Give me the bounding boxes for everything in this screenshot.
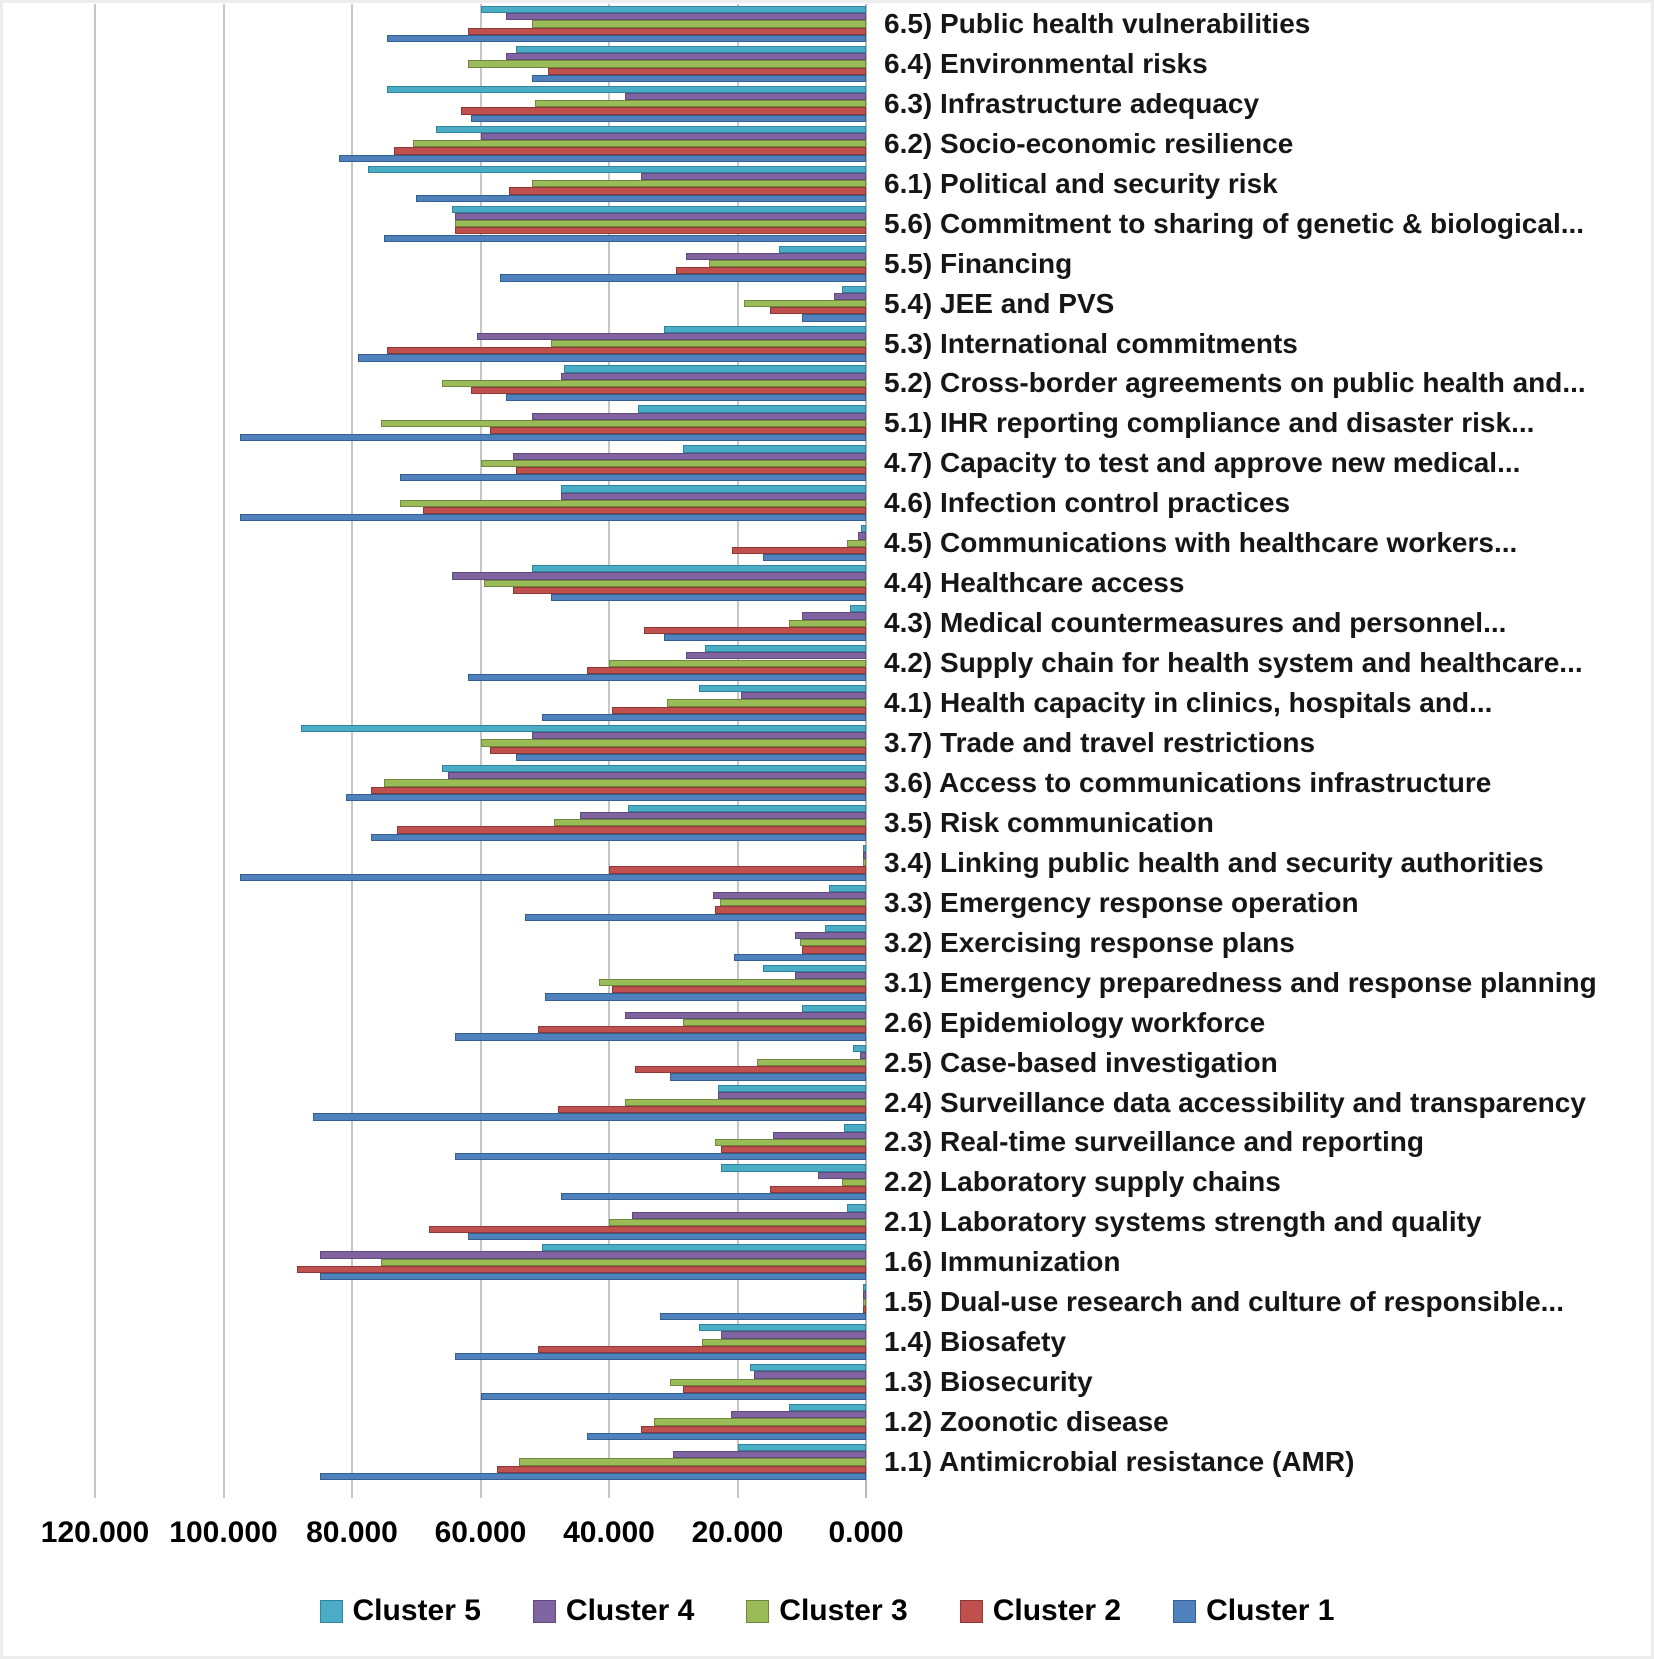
- bar-cluster-1-cat3: [339, 155, 866, 162]
- bar-cluster-4-cat3: [481, 133, 867, 140]
- bar-cluster-4-cat28: [773, 1132, 866, 1139]
- bar-cluster-5-cat23: [825, 925, 866, 932]
- bar-cluster-3-cat11: [481, 460, 867, 467]
- category-label: 6.1) Political and security risk: [884, 167, 1278, 199]
- bar-cluster-2-cat21: [609, 866, 866, 873]
- legend-label: Cluster 2: [992, 1594, 1122, 1627]
- bar-cluster-3-cat35: [654, 1418, 866, 1425]
- bar-cluster-1-cat11: [400, 474, 866, 481]
- category-label: 6.3) Infrastructure adequacy: [884, 87, 1260, 119]
- bar-cluster-4-cat35: [731, 1411, 866, 1418]
- bar-cluster-4-cat6: [686, 253, 866, 260]
- bar-cluster-1-cat10: [240, 434, 866, 441]
- bar-cluster-1-cat34: [481, 1393, 867, 1400]
- bar-cluster-1-cat5: [384, 235, 866, 242]
- bar-cluster-2-cat4: [509, 187, 866, 194]
- category-label: 5.6) Commitment to sharing of genetic & biological...: [884, 207, 1585, 239]
- bar-cluster-4-cat34: [754, 1371, 866, 1378]
- category-label: 2.4) Surveillance data accessibility and transparency: [884, 1086, 1586, 1118]
- category-label: 4.6) Infection control practices: [884, 487, 1291, 519]
- bar-cluster-5-cat6: [779, 246, 866, 253]
- legend-item-cluster-2: [960, 1594, 1121, 1628]
- bar-cluster-1-cat22: [525, 914, 866, 921]
- bar-cluster-3-cat32: [863, 1299, 866, 1306]
- bar-cluster-2-cat29: [770, 1186, 866, 1193]
- bar-cluster-5-cat15: [850, 605, 866, 612]
- bar-cluster-5-cat10: [638, 405, 866, 412]
- category-label: 6.4) Environmental risks: [884, 47, 1208, 79]
- bar-cluster-3-cat8: [551, 340, 866, 347]
- bar-cluster-4-cat32: [863, 1291, 866, 1298]
- bar-cluster-3-cat22: [720, 899, 866, 906]
- category-label: 3.2) Exercising response plans: [884, 926, 1295, 958]
- x-tick-label: 20.000: [691, 1516, 784, 1549]
- bar-cluster-5-cat25: [802, 1005, 866, 1012]
- category-label: 1.5) Dual-use research and culture of responsible...: [884, 1286, 1564, 1318]
- category-label: 3.6) Access to communications infrastructure: [884, 766, 1492, 798]
- bar-cluster-4-cat16: [686, 652, 866, 659]
- bar-cluster-4-cat0: [506, 13, 866, 20]
- legend-swatch-icon: [746, 1600, 769, 1623]
- bar-cluster-5-cat9: [564, 365, 866, 372]
- bar-cluster-4-cat18: [532, 732, 866, 739]
- x-tick-label: 0.000: [828, 1516, 904, 1549]
- bar-cluster-5-cat17: [699, 685, 866, 692]
- bar-cluster-3-cat23: [800, 939, 866, 946]
- bar-cluster-4-cat1: [506, 53, 866, 60]
- legend-swatch-icon: [960, 1600, 983, 1623]
- bar-cluster-3-cat26: [757, 1059, 866, 1066]
- bar-cluster-2-cat3: [394, 147, 866, 154]
- bar-cluster-3-cat25: [683, 1019, 866, 1026]
- bar-cluster-1-cat30: [468, 1233, 866, 1240]
- bar-cluster-1-cat8: [358, 354, 866, 361]
- bar-cluster-2-cat23: [802, 946, 866, 953]
- bar-cluster-4-cat24: [795, 972, 866, 979]
- legend-item-cluster-5: [320, 1594, 481, 1628]
- bar-cluster-1-cat36: [320, 1473, 866, 1480]
- bar-cluster-4-cat17: [741, 692, 866, 699]
- category-label: 5.3) International commitments: [884, 327, 1298, 359]
- bar-cluster-1-cat29: [561, 1193, 866, 1200]
- bar-cluster-1-cat27: [313, 1113, 866, 1120]
- bar-cluster-3-cat0: [532, 20, 866, 27]
- bar-cluster-4-cat11: [513, 453, 866, 460]
- category-label: 3.4) Linking public health and security authorities: [884, 846, 1544, 878]
- bar-cluster-1-cat13: [763, 554, 866, 561]
- bar-cluster-3-cat9: [442, 380, 866, 387]
- bar-cluster-5-cat3: [436, 126, 866, 133]
- bar-cluster-2-cat33: [538, 1346, 866, 1353]
- category-label: 3.5) Risk communication: [884, 806, 1214, 838]
- bar-cluster-3-cat16: [609, 660, 866, 667]
- bar-cluster-1-cat17: [542, 714, 866, 721]
- bar-cluster-2-cat31: [297, 1266, 866, 1273]
- bar-cluster-5-cat13: [861, 525, 866, 532]
- bar-cluster-2-cat0: [468, 28, 866, 35]
- bar-cluster-5-cat4: [368, 166, 866, 173]
- legend-item-cluster-1: [1173, 1594, 1334, 1628]
- bar-cluster-2-cat19: [371, 787, 866, 794]
- bar-cluster-5-cat12: [561, 485, 866, 492]
- bar-cluster-4-cat31: [320, 1251, 866, 1258]
- legend-item-cluster-3: [746, 1594, 907, 1628]
- bar-cluster-3-cat28: [715, 1139, 866, 1146]
- category-label: 2.1) Laboratory systems strength and quality: [884, 1206, 1482, 1238]
- bar-cluster-3-cat24: [599, 979, 866, 986]
- bar-cluster-5-cat28: [844, 1124, 866, 1131]
- bar-cluster-5-cat18: [301, 725, 866, 732]
- bar-cluster-1-cat0: [387, 35, 866, 42]
- category-label: 5.2) Cross-border agreements on public health and...: [884, 367, 1586, 399]
- category-label: 3.7) Trade and travel restrictions: [884, 727, 1316, 758]
- category-label: 6.2) Socio-economic resilience: [884, 127, 1294, 159]
- bar-cluster-2-cat27: [558, 1106, 866, 1113]
- bar-cluster-3-cat31: [381, 1259, 866, 1266]
- category-label: 1.2) Zoonotic disease: [884, 1406, 1169, 1438]
- category-label: 5.5) Financing: [884, 247, 1073, 279]
- bar-cluster-2-cat32: [863, 1306, 866, 1313]
- plot-area: [95, 4, 866, 1482]
- bar-cluster-4-cat9: [561, 373, 866, 380]
- bar-cluster-5-cat20: [628, 805, 866, 812]
- bar-cluster-3-cat30: [609, 1219, 866, 1226]
- bar-cluster-3-cat5: [455, 220, 866, 227]
- bar-cluster-4-cat33: [721, 1331, 866, 1338]
- bar-cluster-1-cat26: [670, 1073, 866, 1080]
- bar-cluster-5-cat34: [750, 1364, 866, 1371]
- category-label: 4.3) Medical countermeasures and personnel...: [884, 607, 1507, 639]
- bar-cluster-5-cat19: [442, 765, 866, 772]
- bar-cluster-2-cat28: [721, 1146, 866, 1153]
- bar-cluster-1-cat33: [455, 1353, 866, 1360]
- bar-cluster-5-cat8: [664, 326, 866, 333]
- bar-cluster-3-cat1: [468, 60, 866, 67]
- bar-cluster-4-cat5: [455, 213, 866, 220]
- bar-cluster-3-cat34: [670, 1379, 866, 1386]
- category-label: 1.3) Biosecurity: [884, 1366, 1093, 1398]
- bar-cluster-1-cat32: [660, 1313, 866, 1320]
- category-label: 4.4) Healthcare access: [884, 567, 1185, 599]
- legend-swatch-icon: [533, 1600, 556, 1623]
- category-label: 4.7) Capacity to test and approve new medical...: [884, 447, 1521, 479]
- bar-cluster-5-cat29: [721, 1164, 866, 1171]
- x-tick-label: 40.000: [563, 1516, 655, 1549]
- category-label: 4.5) Communications with healthcare workers...: [884, 527, 1518, 559]
- bar-cluster-5-cat30: [847, 1204, 866, 1211]
- legend-item-cluster-4: [533, 1594, 694, 1628]
- bar-cluster-3-cat3: [413, 140, 866, 147]
- category-label: 1.4) Biosafety: [884, 1326, 1067, 1358]
- category-label: 1.1) Antimicrobial resistance (AMR): [884, 1446, 1355, 1478]
- bar-cluster-2-cat13: [732, 547, 866, 554]
- bar-cluster-4-cat27: [718, 1092, 866, 1099]
- bar-cluster-3-cat14: [484, 580, 866, 587]
- bar-cluster-2-cat26: [635, 1066, 866, 1073]
- bar-cluster-2-cat10: [490, 427, 866, 434]
- bar-cluster-1-cat12: [240, 514, 866, 521]
- bar-cluster-4-cat2: [625, 93, 866, 100]
- bar-cluster-4-cat13: [858, 532, 866, 539]
- bar-cluster-4-cat14: [452, 572, 866, 579]
- bar-cluster-5-cat36: [738, 1444, 867, 1451]
- bar-cluster-1-cat23: [734, 954, 866, 961]
- bar-cluster-4-cat10: [532, 413, 866, 420]
- bar-cluster-4-cat8: [477, 333, 866, 340]
- bar-cluster-5-cat11: [683, 445, 866, 452]
- category-label: 2.2) Laboratory supply chains: [884, 1166, 1281, 1198]
- bar-cluster-2-cat20: [397, 826, 866, 833]
- bar-cluster-5-cat5: [452, 206, 866, 213]
- bar-cluster-4-cat30: [632, 1212, 867, 1219]
- bar-cluster-3-cat7: [744, 300, 866, 307]
- bar-cluster-2-cat24: [612, 986, 866, 993]
- category-label: 3.1) Emergency preparedness and response planning: [884, 966, 1597, 998]
- bar-cluster-2-cat1: [548, 68, 866, 75]
- x-tick-label: 80.000: [306, 1516, 398, 1549]
- bar-cluster-2-cat30: [429, 1226, 866, 1233]
- bar-cluster-2-cat7: [770, 307, 866, 314]
- category-label: 2.5) Case-based investigation: [884, 1046, 1278, 1078]
- bar-cluster-5-cat14: [532, 565, 866, 572]
- bar-cluster-1-cat2: [471, 115, 866, 122]
- bar-cluster-4-cat19: [448, 772, 866, 779]
- category-label: 3.3) Emergency response operation: [884, 886, 1359, 918]
- bar-cluster-5-cat0: [481, 6, 867, 13]
- bar-cluster-3-cat18: [481, 739, 867, 746]
- bar-cluster-3-cat19: [384, 779, 866, 786]
- bar-cluster-1-cat6: [500, 274, 866, 281]
- bar-cluster-3-cat13: [847, 540, 866, 547]
- x-tick-label: 60.000: [434, 1516, 527, 1549]
- bar-cluster-2-cat6: [676, 267, 866, 274]
- legend: [0, 1594, 1654, 1628]
- bar-cluster-4-cat15: [802, 612, 866, 619]
- legend-label: Cluster 4: [565, 1594, 695, 1627]
- bar-cluster-2-cat17: [612, 707, 866, 714]
- legend-label: Cluster 5: [352, 1594, 481, 1627]
- bar-cluster-4-cat25: [625, 1012, 866, 1019]
- category-label: 1.6) Immunization: [884, 1246, 1121, 1278]
- bar-cluster-2-cat35: [641, 1426, 866, 1433]
- category-label: 2.3) Real-time surveillance and reporting: [884, 1126, 1424, 1158]
- legend-swatch-icon: [1173, 1600, 1196, 1623]
- bar-cluster-3-cat27: [625, 1099, 866, 1106]
- bar-cluster-3-cat17: [667, 699, 866, 706]
- bar-cluster-5-cat2: [387, 86, 866, 93]
- bar-cluster-5-cat31: [542, 1244, 866, 1251]
- bar-cluster-1-cat1: [532, 75, 866, 82]
- legend-swatch-icon: [320, 1600, 343, 1623]
- bar-cluster-3-cat21: [863, 859, 866, 866]
- bar-cluster-1-cat25: [455, 1033, 866, 1040]
- bar-cluster-4-cat36: [673, 1451, 866, 1458]
- gridline-100.000: [223, 4, 225, 1498]
- bar-cluster-4-cat4: [641, 173, 866, 180]
- bar-cluster-1-cat9: [506, 394, 866, 401]
- bar-cluster-5-cat24: [763, 965, 866, 972]
- bar-cluster-5-cat33: [699, 1324, 866, 1331]
- bar-cluster-2-cat25: [538, 1026, 866, 1033]
- bar-cluster-2-cat22: [715, 906, 866, 913]
- category-label: 5.4) JEE and PVS: [884, 287, 1115, 319]
- bar-cluster-4-cat23: [795, 932, 866, 939]
- bar-cluster-2-cat16: [587, 667, 866, 674]
- bar-cluster-4-cat26: [860, 1052, 866, 1059]
- bar-cluster-1-cat20: [371, 834, 866, 841]
- bar-cluster-3-cat10: [381, 420, 866, 427]
- bar-cluster-2-cat36: [497, 1466, 866, 1473]
- category-label: 5.1) IHR reporting compliance and disaster risk...: [884, 407, 1535, 439]
- bar-cluster-3-cat33: [702, 1339, 866, 1346]
- bar-cluster-1-cat16: [468, 674, 866, 681]
- bar-cluster-3-cat36: [519, 1458, 866, 1465]
- bar-cluster-4-cat12: [561, 493, 866, 500]
- category-label: 6.5) Public health vulnerabilities: [884, 7, 1311, 39]
- bar-cluster-2-cat12: [423, 507, 866, 514]
- bar-cluster-1-cat31: [320, 1273, 866, 1280]
- x-tick-label: 100.000: [169, 1516, 278, 1549]
- bar-cluster-1-cat14: [551, 594, 866, 601]
- bar-cluster-4-cat7: [834, 293, 866, 300]
- bar-cluster-1-cat28: [455, 1153, 866, 1160]
- bar-cluster-1-cat7: [802, 314, 866, 321]
- bar-cluster-2-cat8: [387, 347, 866, 354]
- bar-cluster-2-cat5: [455, 227, 866, 234]
- bar-cluster-5-cat22: [829, 885, 866, 892]
- bar-cluster-5-cat26: [853, 1045, 866, 1052]
- bar-cluster-2-cat15: [644, 627, 866, 634]
- bar-cluster-2-cat2: [461, 107, 866, 114]
- bar-cluster-5-cat27: [718, 1085, 866, 1092]
- bar-cluster-3-cat2: [535, 100, 866, 107]
- bar-cluster-2-cat34: [683, 1386, 866, 1393]
- bar-cluster-5-cat32: [863, 1284, 866, 1291]
- bar-cluster-5-cat16: [705, 645, 866, 652]
- bar-cluster-1-cat19: [346, 794, 866, 801]
- bar-cluster-3-cat12: [400, 500, 866, 507]
- bar-cluster-4-cat29: [818, 1172, 866, 1179]
- gridline-120.000: [94, 4, 96, 1498]
- bar-cluster-1-cat18: [516, 754, 866, 761]
- bar-cluster-1-cat35: [587, 1433, 866, 1440]
- bar-cluster-2-cat14: [513, 587, 866, 594]
- bar-cluster-1-cat4: [416, 195, 866, 202]
- category-label: 2.6) Epidemiology workforce: [884, 1006, 1266, 1038]
- bar-cluster-3-cat15: [789, 620, 866, 627]
- bar-cluster-3-cat6: [709, 260, 866, 267]
- bar-cluster-4-cat21: [863, 852, 866, 859]
- legend-label: Cluster 1: [1206, 1594, 1335, 1627]
- x-tick-label: 120.000: [40, 1516, 150, 1549]
- bar-cluster-2-cat18: [490, 747, 866, 754]
- bar-cluster-5-cat7: [842, 286, 866, 293]
- bar-cluster-1-cat24: [545, 993, 866, 1000]
- bar-cluster-4-cat20: [580, 812, 866, 819]
- bar-cluster-5-cat21: [863, 845, 866, 852]
- bar-cluster-2-cat9: [471, 387, 866, 394]
- bar-cluster-3-cat20: [554, 819, 866, 826]
- bar-cluster-5-cat1: [516, 46, 866, 53]
- bar-cluster-3-cat29: [842, 1179, 866, 1186]
- category-label: 4.2) Supply chain for health system and healthcare...: [884, 647, 1583, 679]
- bar-cluster-2-cat11: [516, 467, 866, 474]
- category-label: 4.1) Health capacity in clinics, hospitals and...: [884, 687, 1493, 719]
- bar-cluster-1-cat15: [664, 634, 866, 641]
- bar-cluster-3-cat4: [532, 180, 866, 187]
- bar-cluster-5-cat35: [789, 1404, 866, 1411]
- bar-cluster-4-cat22: [713, 892, 866, 899]
- bar-cluster-1-cat21: [240, 874, 866, 881]
- legend-label: Cluster 3: [779, 1594, 908, 1627]
